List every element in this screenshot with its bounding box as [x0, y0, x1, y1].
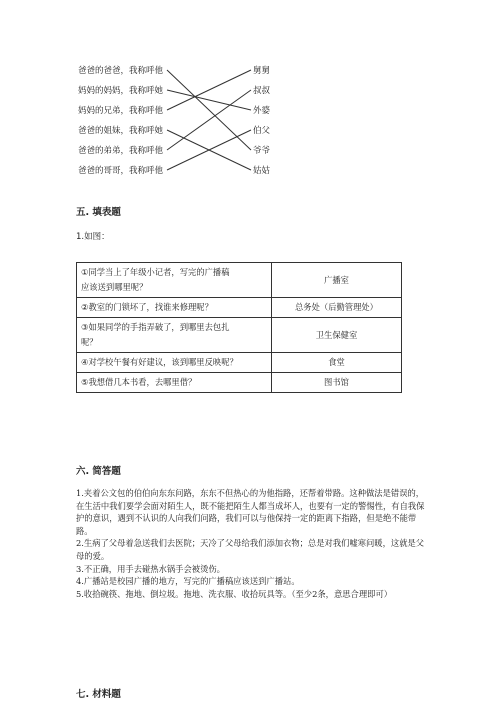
table-answer-cell: 食堂: [272, 353, 402, 373]
table-answer-cell: 卫生保健室: [272, 318, 402, 353]
section-5-question: 1.如图：: [76, 232, 110, 242]
match-right-item: 叔叔: [253, 86, 271, 96]
match-right-item: 伯父: [253, 126, 271, 136]
table-row: [77, 353, 402, 373]
match-right-item: 舅舅: [253, 66, 271, 76]
table-answer-cell: 总务处（后勤管理处）: [272, 298, 402, 318]
section-6-title: 六. 简答题: [76, 466, 121, 477]
table-answer-cell: 图书馆: [272, 373, 402, 393]
table-question-cell: [77, 318, 272, 353]
table-question-cell: [77, 263, 272, 298]
question-line: ③如果同学的手指弄破了，到哪里去包扎: [81, 322, 230, 332]
question-line: ②教室的门锁坏了，找谁来修理呢？: [81, 302, 213, 312]
match-right-item: 爷爷: [253, 146, 271, 156]
question-line: ①同学当上了年级小记者，写完的广播稿: [81, 267, 230, 277]
answer-paragraph: 1.夹着公文包的伯伯向东东问路，东东不但热心的为他指路，还帮着带路。这种做法是错误的，在生活中我们要学会面对陌生人，既不能把陌生人都当成坏人，也要有一定的警惕性，有自我保护的意识，遇到不认识的人向我们问路，我们可以与他保持一定的距离下指路，但是绝不能带路。: [76, 488, 425, 536]
match-line: [167, 70, 251, 150]
table-question-cell: [77, 353, 272, 373]
match-line: [167, 70, 251, 110]
match-line: [167, 90, 251, 110]
match-left-item: 爸爸的爸爸，我称呼他: [78, 66, 164, 76]
match-left-item: 爸爸的哥哥，我称呼他: [78, 166, 164, 176]
section-5-title: 五. 填表题: [76, 207, 121, 218]
match-line: [167, 90, 251, 150]
table-row: [77, 263, 402, 298]
match-right-item: 姑姑: [253, 166, 271, 176]
fill-table: [76, 262, 402, 393]
short-answers: [76, 487, 426, 600]
answer-paragraph: 5.收拾碗筷、拖地、倒垃圾。拖地、洗衣服、收拾玩具等。（至少2条，意思合理即可）: [76, 588, 393, 599]
match-left-item: 妈妈的兄弟，我称呼他: [78, 106, 164, 116]
answer-paragraph: 4.广播站是校园广播的地方，写完的广播稿应该送到广播站。: [76, 576, 300, 587]
question-line: 应该送到哪里呢？: [81, 282, 148, 292]
table-question-cell: [77, 298, 272, 318]
table-answer-cell: 广播室: [272, 263, 402, 298]
match-left-item: 爸爸的弟弟，我称呼他: [78, 146, 164, 156]
question-line: ⑤我想借几本书看，去哪里借？: [81, 377, 197, 387]
match-left-item: 妈妈的妈妈，我称呼她: [78, 86, 164, 96]
table-row: [77, 318, 402, 353]
answer-paragraph: 3.不正确，用手去碰热水锅手会被烫伤。: [76, 563, 225, 574]
question-line: 呢？: [81, 337, 98, 347]
table-row: [77, 298, 402, 318]
question-line: ④对学校午餐有好建议，该到哪里反映呢？: [81, 357, 238, 367]
table-row: [77, 373, 402, 393]
matching-lines: [0, 0, 500, 200]
answer-paragraph: 2.生病了父母着急送我们去医院；天冷了父母给我们添加衣物；总是对我们嘘寒问暖，这就是父母的爱。: [76, 538, 425, 561]
match-left-item: 爸爸的姐妹，我称呼她: [78, 126, 164, 136]
section-7-title: 七. 材料题: [76, 689, 121, 700]
table-question-cell: [77, 373, 272, 393]
match-right-item: 外婆: [253, 106, 271, 116]
